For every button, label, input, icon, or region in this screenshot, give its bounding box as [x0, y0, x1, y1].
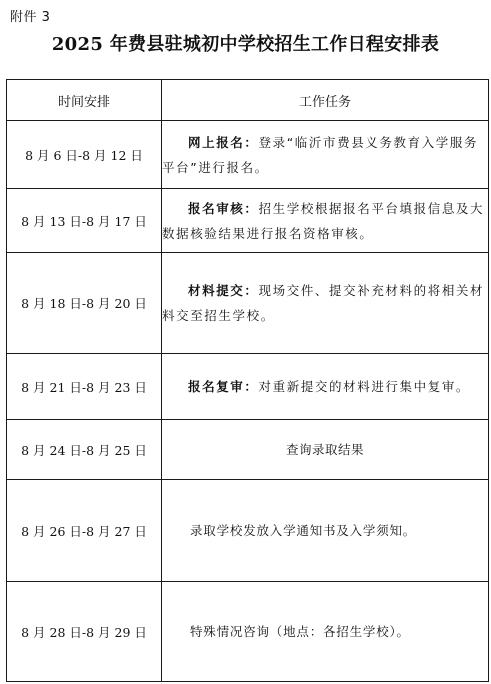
task-text: 招生学校根据报名平台填报信息及大数据核验结果进行报名资格审核。 [162, 200, 485, 241]
attachment-label: 附件 3 [10, 10, 51, 25]
row-time: 8 月 13 日-8 月 17 日 [7, 189, 162, 253]
table-row [7, 121, 489, 189]
task-text: 登录“临沂市费县义务教育入学服务平台”进行报名。 [162, 134, 479, 175]
table-row [7, 253, 489, 354]
task-label: 网上报名： [188, 134, 259, 150]
row-task [162, 189, 489, 253]
row-task: 特殊情况咨询（地点：各招生学校）。 [162, 582, 489, 682]
row-task: 查询录取结果 [162, 420, 489, 480]
table-row [7, 420, 489, 480]
task-label: 报名审核： [188, 200, 259, 216]
row-time: 8 月 18 日-8 月 20 日 [7, 253, 162, 354]
row-time: 8 月 21 日-8 月 23 日 [7, 354, 162, 420]
row-time: 8 月 26 日-8 月 27 日 [7, 480, 162, 582]
schedule-table [6, 79, 489, 682]
table-header-row [7, 80, 489, 121]
task-text: 对重新提交的材料进行集中复审。 [258, 379, 471, 394]
row-time: 8 月 28 日-8 月 29 日 [7, 582, 162, 682]
row-task [162, 354, 489, 420]
row-time: 8 月 6 日-8 月 12 日 [7, 121, 162, 189]
task-text: 现场交件、提交补充材料的将相关材料交至招生学校。 [162, 283, 485, 323]
column-header-time: 时间安排 [7, 80, 162, 121]
table-row [7, 582, 489, 682]
table-row [7, 354, 489, 420]
task-label: 报名复审： [188, 379, 259, 394]
table-row [7, 480, 489, 582]
document-title: 2025 年费县驻城初中学校招生工作日程安排表 [51, 34, 440, 55]
row-task: 录取学校发放入学通知书及入学须知。 [162, 480, 489, 582]
table-row [7, 189, 489, 253]
task-label: 材料提交： [188, 283, 259, 298]
row-time: 8 月 24 日-8 月 25 日 [7, 420, 162, 480]
column-header-task: 工作任务 [162, 80, 489, 121]
row-task [162, 121, 489, 189]
row-task [162, 253, 489, 354]
